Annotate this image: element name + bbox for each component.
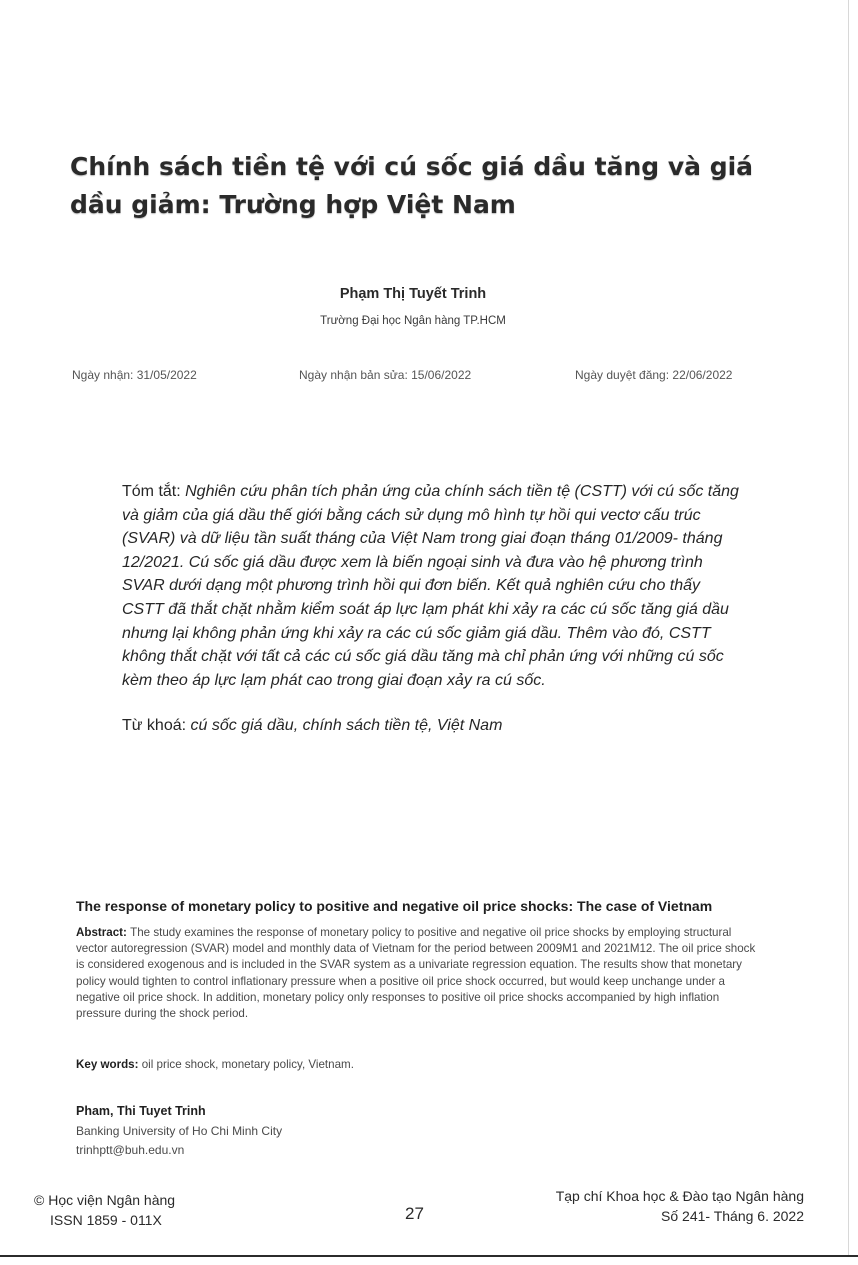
footer-right — [556, 1186, 804, 1226]
keywords-vn — [122, 717, 740, 735]
author-affiliation-en: Banking University of Ho Chi Minh City — [76, 1124, 283, 1138]
abstract-vn-text: Nghiên cứu phân tích phản ứng của chính sách tiền tệ (CSTT) với cú sốc tăng và giảm của giá dầu thế giới bằng cách sử dụng mô hình tự hồi qui vectơ cấu trúc (SVAR) và dữ liệu tần suất tháng của Việt Nam trong giai đoạn tháng 01/2009- tháng 12/2021. Cú sốc giá dầu được xem là biến ngoại sinh và đưa vào hệ phương trình SVAR dưới dạng một phương trình hồi qui đơn biến. Kết quả nghiên cứu cho thấy CSTT đã thắt chặt nhằm kiểm soát áp lực lạm phát khi xảy ra các cú sốc tăng giá dầu nhưng lại không phản ứng khi xảy ra các cú sốc giảm giá dầu. Thêm vào đó, CSTT không thắt chặt với tất cả các cú sốc giá dầu tăng mà chỉ phản ứng với những cú sốc kèm theo áp lực lạm phát cao trong giai đoạn xảy ra cú sốc. — [122, 483, 739, 689]
keywords-en-label: Key words: — [76, 1058, 142, 1071]
publisher-copyright: © Học viện Ngân hàng — [34, 1192, 176, 1208]
bottom-rule — [0, 1255, 858, 1257]
abstract-en-label: Abstract: — [76, 926, 131, 939]
keywords-vn-label: Từ khoá: — [122, 717, 191, 734]
author-affiliation-vn: Trường Đại học Ngân hàng TP.HCM — [320, 315, 506, 327]
page-number: 27 — [405, 1204, 424, 1223]
journal-issue: Số 241- Tháng 6. 2022 — [661, 1208, 804, 1224]
english-title: The response of monetary policy to positive and negative oil price shocks: The case of Vietnam — [76, 898, 713, 914]
page-edge — [848, 0, 849, 1255]
article-title: Chính sách tiền tệ với cú sốc giá dầu tăng và giá dầu giảm: Trường hợp Việt Nam — [70, 152, 754, 219]
date-accepted: Ngày duyệt đăng: 22/06/2022 — [575, 368, 733, 382]
author-email: trinhptt@buh.edu.vn — [76, 1143, 185, 1157]
abstract-en-text: The study examines the response of monetary policy to positive and negative oil price shocks by employing structural vector autoregression (SVAR) model and monthly data of Vietnam for the period between 2009M1 and 2021M12. The oil price shock is considered exogenous and is included in the SVAR system as a univariate regression equation. The results show that monetary policy would tighten to control inflationary pressure when a positive oil price shock occurred, but would keep unchange under a negative oil price shock. In addition, monetary policy only responses to positive oil price shocks accompanied by high inflation pressure during the shock period. — [76, 926, 756, 1021]
abstract-vn-label: Tóm tắt: — [122, 483, 186, 500]
author-name-vn: Phạm Thị Tuyết Trinh — [339, 286, 487, 302]
keywords-en-text: oil price shock, monetary policy, Vietnam. — [141, 1058, 354, 1071]
keywords-en — [76, 1058, 354, 1071]
journal-name: Tạp chí Khoa học & Đào tạo Ngân hàng — [555, 1188, 804, 1204]
date-revised: Ngày nhận bản sửa: 15/06/2022 — [299, 368, 472, 382]
abstract-en — [76, 925, 766, 1022]
date-received: Ngày nhận: 31/05/2022 — [72, 368, 197, 382]
author-name-en: Pham, Thi Tuyet Trinh — [76, 1104, 206, 1118]
keywords-vn-text: cú sốc giá dầu, chính sách tiền tệ, Việt Nam — [190, 717, 503, 734]
footer-left — [34, 1190, 175, 1230]
abstract-vn — [122, 480, 740, 692]
issn: ISSN 1859 - 011X — [50, 1212, 162, 1228]
